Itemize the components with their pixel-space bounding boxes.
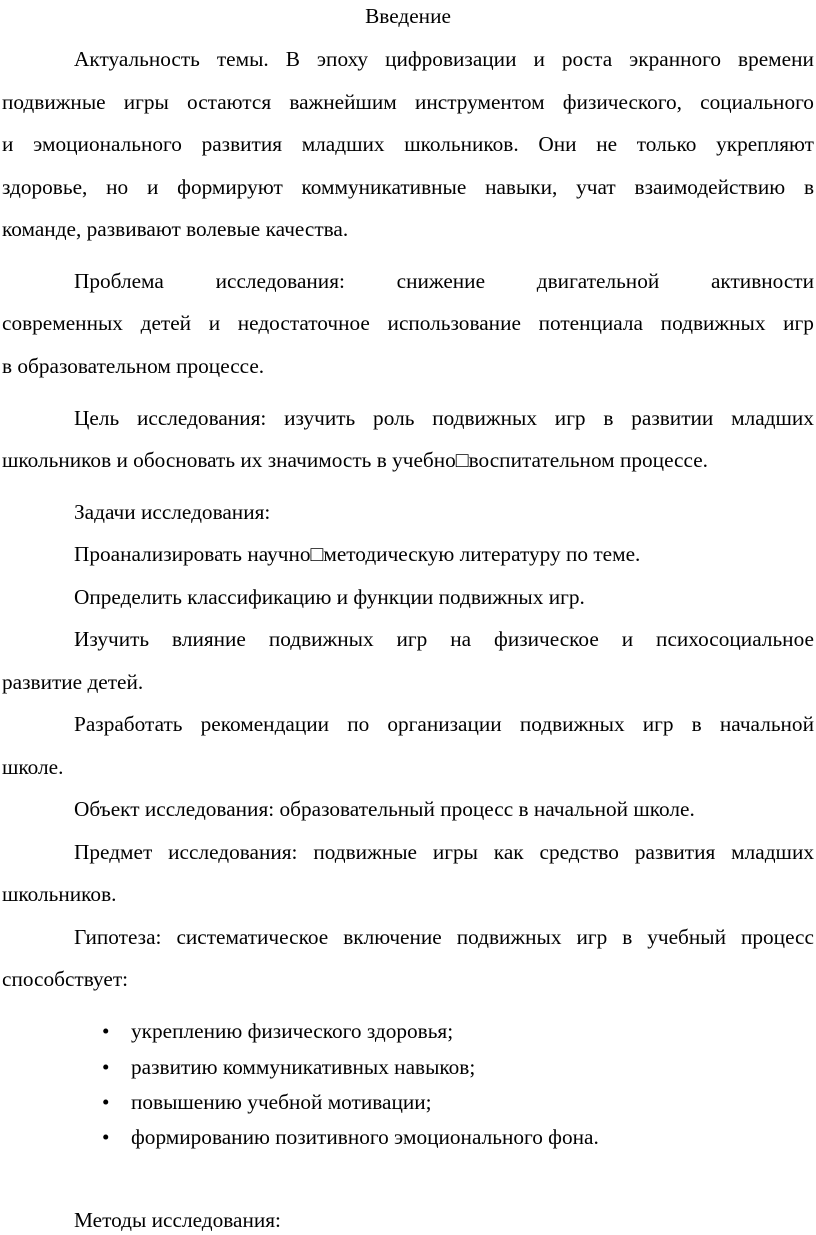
subject-paragraph: Предмет исследования: подвижные игры как средство развития младших — [74, 840, 814, 864]
task-item: Разработать рекомендации по организации подвижных игр в начальной — [74, 712, 814, 736]
subject-continuation: школьников. — [2, 882, 117, 906]
task-item: Определить классификацию и функции подвижных игр. — [74, 585, 585, 609]
paragraph-line: и эмоционального развития младших школьников. Они не только укрепляют — [2, 132, 814, 156]
tasks-heading: Задачи исследования: — [74, 500, 271, 524]
methods-heading: Методы исследования: — [74, 1208, 281, 1232]
paragraph-line: Актуальность темы. В эпоху цифровизации и роста экранного времени — [74, 47, 814, 71]
task-item-continuation: развитие детей. — [2, 670, 144, 694]
paragraph-line: Цель исследования: изучить роль подвижных игр в развитии младших — [74, 406, 814, 430]
bullet-marker: • — [102, 1090, 110, 1114]
hypothesis-continuation: способствует: — [2, 967, 129, 991]
bullet-item: развитию коммуникативных навыков; — [131, 1055, 476, 1079]
bullet-item: формированию позитивного эмоционального фона. — [131, 1125, 599, 1149]
task-item: Изучить влияние подвижных игр на физическое и психосоциальное — [74, 627, 814, 651]
paragraph-line: современных детей и недостаточное использование потенциала подвижных игр — [2, 311, 814, 335]
paragraph-line: здоровье, но и формируют коммуникативные навыки, учат взаимодействию в — [2, 175, 814, 199]
task-item-continuation: школе. — [2, 755, 64, 779]
paragraph-line-last: в образовательном процессе. — [2, 354, 265, 378]
page-title: Введение — [365, 4, 451, 28]
hypothesis-paragraph: Гипотеза: систематическое включение подвижных игр в учебный процесс — [74, 925, 814, 949]
paragraph-line-last: команде, развивают волевые качества. — [2, 217, 349, 241]
paragraph-line-last: школьников и обосновать их значимость в учебно□воспитательном процессе. — [2, 448, 708, 472]
paragraph-line: подвижные игры остаются важнейшим инструментом физического, социального — [2, 90, 814, 114]
bullet-item: укреплению физического здоровья; — [131, 1019, 454, 1043]
task-item: Проанализировать научно□методическую литературу по теме. — [74, 542, 641, 566]
paragraph-line: Проблема исследования: снижение двигательной активности — [74, 269, 814, 293]
bullet-item: повышению учебной мотивации; — [131, 1090, 432, 1114]
bullet-marker: • — [102, 1019, 110, 1043]
bullet-marker: • — [102, 1055, 110, 1079]
object-paragraph: Объект исследования: образовательный процесс в начальной школе. — [74, 797, 695, 821]
bullet-marker: • — [102, 1125, 110, 1149]
